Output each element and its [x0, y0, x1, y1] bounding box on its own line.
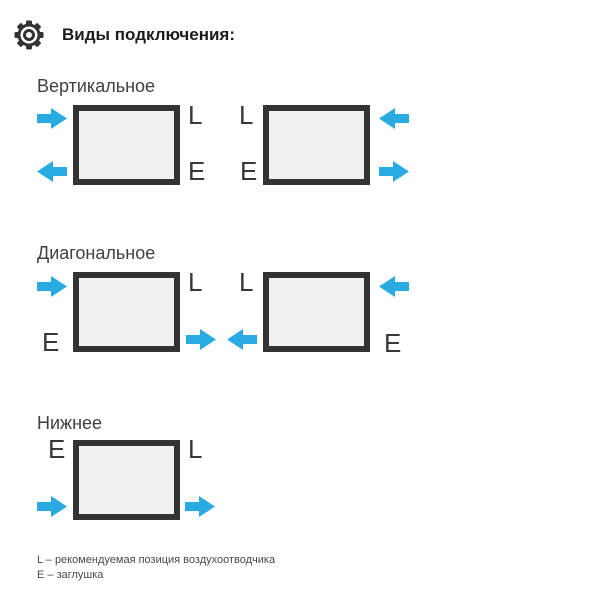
label-air-vent: L	[239, 100, 254, 130]
radiator-body	[73, 272, 180, 352]
flow-out-arrow-right-icon	[186, 329, 216, 350]
gear-icon	[13, 19, 45, 51]
radiator-body	[73, 440, 180, 520]
label-plug: E	[188, 156, 206, 186]
label-plug: E	[384, 328, 402, 358]
label-air-vent: L	[188, 100, 203, 130]
label-air-vent: L	[188, 267, 203, 297]
page-title: Виды подключения:	[62, 25, 235, 44]
flow-in-arrow-right-icon	[37, 496, 67, 517]
flow-out-arrow-right-icon	[379, 161, 409, 182]
label-plug: E	[48, 434, 66, 464]
radiator-body	[263, 105, 370, 185]
section-label-diagonal: Диагональное	[37, 243, 156, 263]
flow-in-arrow-left-icon	[379, 108, 409, 129]
radiator-body	[263, 272, 370, 352]
flow-in-arrow-right-icon	[37, 108, 67, 129]
label-air-vent: L	[188, 434, 203, 464]
radiator-body	[73, 105, 180, 185]
flow-out-arrow-right-icon	[185, 496, 215, 517]
flow-out-arrow-left-icon	[227, 329, 257, 350]
section-label-vertical: Вертикальное	[37, 76, 156, 96]
label-plug: E	[42, 327, 60, 357]
flow-in-arrow-left-icon	[379, 276, 409, 297]
label-plug: E	[240, 156, 258, 186]
section-label-bottom: Нижнее	[37, 413, 103, 433]
flow-out-arrow-left-icon	[37, 161, 67, 182]
label-air-vent: L	[239, 267, 254, 297]
legend-air-vent: L – рекомендуемая позиция воздухоотводчика	[37, 554, 276, 566]
legend-plug: E – заглушка	[37, 569, 104, 581]
flow-in-arrow-right-icon	[37, 276, 67, 297]
